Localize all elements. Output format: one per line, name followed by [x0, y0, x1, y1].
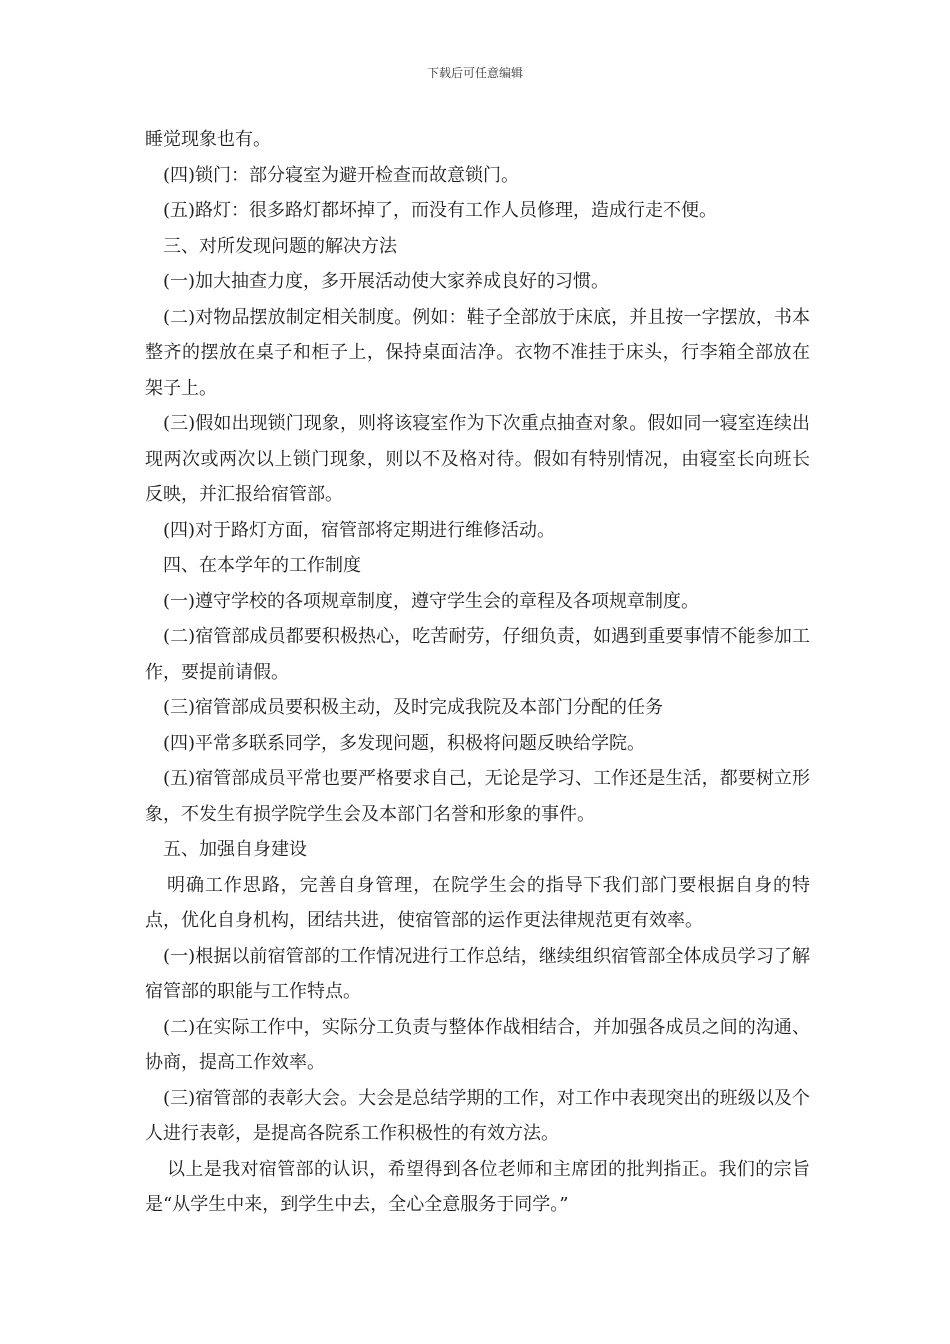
paragraph: (三)宿管部成员要积极主动，及时完成我院及本部门分配的任务 [163, 697, 664, 718]
paragraph: (四)锁门：部分寝室为避开检查而故意锁门。 [163, 164, 520, 186]
paragraph: (三)假如出现锁门现象，则将该寝室作为下次重点抽查对象。假如同一寝室连续出现两次或两次以上锁门现象，则以不及格对待。假如有特别情况，由寝室长向班长反映，并汇报给宿管部。 [145, 413, 810, 505]
paragraph: (一)加大抽查力度，多开展活动使大家养成良好的习惯。 [163, 271, 610, 292]
paragraph: (二)宿管部成员都要积极热心，吃苦耐劳，仔细负责，如遇到重要事情不能参加工作，要提前请假。 [145, 626, 810, 683]
paragraph: (一)遵守学校的各项规章制度，遵守学生会的章程及各项规章制度。 [163, 590, 700, 612]
paragraph: (五)路灯：很多路灯都坏掉了，而没有工作人员修理，造成行走不便。 [163, 200, 718, 221]
paragraph: 以上是我对宿管部的认识，希望得到各位老师和主席团的批判指正。我们的宗旨是“从学生中来，到学生中去，全心全意服务于同学。” [145, 1158, 810, 1215]
paragraph: (二)在实际工作中，实际分工负责与整体作战相结合，并加强各成员之间的沟通、协商，提高工作效率。 [145, 1016, 810, 1073]
paragraph: (三)宿管部的表彰大会。大会是总结学期的工作，对工作中表现突出的班级以及个人进行表彰，是提高各院系工作积极性的有效方法。 [145, 1087, 810, 1144]
paragraph: (一)根据以前宿管部的工作情况进行工作总结，继续组织宿管部全体成员学习了解宿管部的职能与工作特点。 [145, 945, 810, 1002]
paragraph: (五)宿管部成员平常也要严格要求自己，无论是学习、工作还是生活，都要树立形象，不发生有损学院学生会及本部门名誉和形象的事件。 [145, 768, 810, 825]
section-heading: 三、对所发现问题的解决方法 [163, 235, 397, 257]
paragraph: 睡觉现象也有。 [145, 129, 271, 150]
paragraph: 明确工作思路，完善自身管理，在院学生会的指导下我们部门要根据自身的特点，优化自身机构，团结共进，使宿管部的运作更法律规范更有效率。 [145, 874, 810, 931]
page-header: 下载后可任意编辑 [426, 66, 523, 80]
paragraph: (四)对于路灯方面，宿管部将定期进行维修活动。 [163, 519, 556, 541]
section-heading: 五、加强自身建设 [163, 839, 307, 860]
paragraph: (四)平常多联系同学，多发现问题，积极将问题反映给学院。 [163, 732, 646, 754]
paragraph: (二)对物品摆放制定相关制度。例如：鞋子全部放于床底，并且按一字摆放，书本整齐的摆放在桌子和柜子上，保持桌面洁净。衣物不准挂于床头，行李箱全部放在架子上。 [145, 306, 810, 399]
document-body [145, 122, 810, 1223]
section-heading: 四、在本学年的工作制度 [163, 555, 361, 576]
